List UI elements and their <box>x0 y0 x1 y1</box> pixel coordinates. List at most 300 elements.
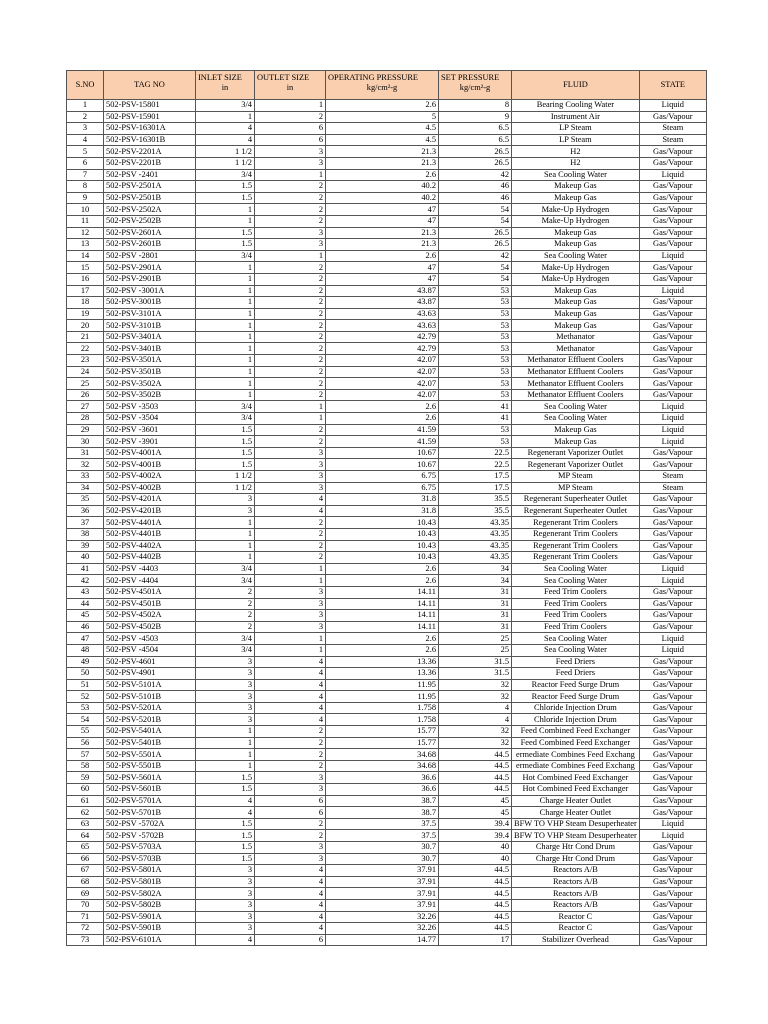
cell-inlet-size: 1 <box>196 308 255 320</box>
cell-inlet-size: 4 <box>196 807 255 819</box>
cell-fluid: Make-Up Hydrogen <box>512 262 640 274</box>
cell-fluid: MP Steam <box>512 471 640 483</box>
header-set-unit: kg/cm²-g <box>459 83 491 92</box>
cell-tag-no: 502-PSV -4504 <box>104 644 196 656</box>
cell-inlet-size: 1 <box>196 111 255 123</box>
cell-tag-no: 502-PSV-4001A <box>104 447 196 459</box>
cell-operating-pressure: 31.8 <box>326 505 439 517</box>
cell-operating-pressure: 5 <box>326 111 439 123</box>
cell-operating-pressure: 14.11 <box>326 586 439 598</box>
cell-outlet-size: 4 <box>255 714 326 726</box>
cell-sno: 7 <box>67 169 104 181</box>
cell-operating-pressure: 30.7 <box>326 853 439 865</box>
cell-state: Gas/Vapour <box>639 876 706 888</box>
cell-set-pressure: 43.35 <box>439 552 512 564</box>
cell-operating-pressure: 47 <box>326 262 439 274</box>
cell-outlet-size: 2 <box>255 262 326 274</box>
cell-tag-no: 502-PSV-2501B <box>104 192 196 204</box>
cell-state: Liquid <box>639 250 706 262</box>
cell-inlet-size: 1 <box>196 331 255 343</box>
cell-set-pressure: 44.5 <box>439 899 512 911</box>
cell-tag-no: 502-PSV -2401 <box>104 169 196 181</box>
cell-fluid: Regenerant Superheater Outlet <box>512 494 640 506</box>
cell-outlet-size: 6 <box>255 134 326 146</box>
table-row <box>67 668 707 680</box>
cell-state: Gas/Vapour <box>639 331 706 343</box>
cell-outlet-size: 2 <box>255 320 326 332</box>
cell-operating-pressure: 4.5 <box>326 134 439 146</box>
cell-fluid: Feed Combined Feed Exchanger <box>512 726 640 738</box>
cell-outlet-size: 1 <box>255 401 326 413</box>
cell-fluid: Methanator <box>512 331 640 343</box>
cell-sno: 49 <box>67 656 104 668</box>
cell-outlet-size: 2 <box>255 517 326 529</box>
cell-state: Gas/Vapour <box>639 517 706 529</box>
cell-tag-no: 502-PSV-3401B <box>104 343 196 355</box>
cell-sno: 43 <box>67 586 104 598</box>
cell-inlet-size: 3/4 <box>196 401 255 413</box>
cell-state: Gas/Vapour <box>639 656 706 668</box>
cell-outlet-size: 1 <box>255 413 326 425</box>
header-fluid: FLUID <box>512 71 640 100</box>
cell-outlet-size: 4 <box>255 899 326 911</box>
cell-fluid: Feed Trim Coolers <box>512 598 640 610</box>
cell-sno: 5 <box>67 146 104 158</box>
cell-set-pressure: 31 <box>439 610 512 622</box>
cell-inlet-size: 1 <box>196 749 255 761</box>
cell-sno: 22 <box>67 343 104 355</box>
cell-tag-no: 502-PSV-16301B <box>104 134 196 146</box>
cell-sno: 65 <box>67 842 104 854</box>
cell-inlet-size: 3 <box>196 679 255 691</box>
cell-outlet-size: 2 <box>255 111 326 123</box>
cell-set-pressure: 54 <box>439 262 512 274</box>
cell-state: Gas/Vapour <box>639 853 706 865</box>
cell-sno: 18 <box>67 297 104 309</box>
cell-tag-no: 502-PSV-3502A <box>104 378 196 390</box>
cell-operating-pressure: 41.59 <box>326 424 439 436</box>
cell-fluid: Makeup Gas <box>512 227 640 239</box>
cell-set-pressure: 53 <box>439 308 512 320</box>
psv-table <box>66 70 707 946</box>
cell-state: Gas/Vapour <box>639 784 706 796</box>
cell-operating-pressure: 10.43 <box>326 540 439 552</box>
cell-operating-pressure: 34.68 <box>326 749 439 761</box>
cell-outlet-size: 3 <box>255 772 326 784</box>
cell-operating-pressure: 43.63 <box>326 308 439 320</box>
cell-inlet-size: 4 <box>196 934 255 946</box>
cell-tag-no: 502-PSV -3901 <box>104 436 196 448</box>
table-row <box>67 899 707 911</box>
cell-inlet-size: 1 1/2 <box>196 482 255 494</box>
cell-inlet-size: 1 <box>196 760 255 772</box>
cell-fluid: Sea Cooling Water <box>512 401 640 413</box>
table-row <box>67 505 707 517</box>
cell-set-pressure: 31 <box>439 598 512 610</box>
cell-sno: 17 <box>67 285 104 297</box>
cell-fluid: Makeup Gas <box>512 424 640 436</box>
cell-fluid: Make-Up Hydrogen <box>512 273 640 285</box>
cell-outlet-size: 6 <box>255 123 326 135</box>
cell-set-pressure: 32 <box>439 726 512 738</box>
table-row <box>67 401 707 413</box>
cell-sno: 67 <box>67 865 104 877</box>
cell-tag-no: 502-PSV -4403 <box>104 563 196 575</box>
cell-state: Gas/Vapour <box>639 911 706 923</box>
cell-outlet-size: 2 <box>255 273 326 285</box>
cell-sno: 42 <box>67 575 104 587</box>
cell-fluid: Makeup Gas <box>512 181 640 193</box>
cell-fluid: Hot Combined Feed Exchanger <box>512 784 640 796</box>
cell-operating-pressure: 2.6 <box>326 633 439 645</box>
cell-fluid: Feed Driers <box>512 656 640 668</box>
cell-sno: 71 <box>67 911 104 923</box>
cell-tag-no: 502-PSV -3601 <box>104 424 196 436</box>
cell-tag-no: 502-PSV-2601B <box>104 239 196 251</box>
cell-fluid: Feed Trim Coolers <box>512 621 640 633</box>
cell-operating-pressure: 38.7 <box>326 795 439 807</box>
cell-tag-no: 502-PSV-5401B <box>104 737 196 749</box>
cell-tag-no: 502-PSV-4402A <box>104 540 196 552</box>
cell-fluid: Hot Combined Feed Exchanger <box>512 772 640 784</box>
cell-operating-pressure: 47 <box>326 204 439 216</box>
cell-state: Gas/Vapour <box>639 621 706 633</box>
cell-inlet-size: 3/4 <box>196 644 255 656</box>
table-row <box>67 146 707 158</box>
cell-tag-no: 502-PSV-2502B <box>104 215 196 227</box>
cell-tag-no: 502-PSV-4901 <box>104 668 196 680</box>
cell-operating-pressure: 37.5 <box>326 830 439 842</box>
table-row <box>67 204 707 216</box>
table-row <box>67 471 707 483</box>
cell-sno: 6 <box>67 157 104 169</box>
cell-inlet-size: 1 <box>196 737 255 749</box>
cell-set-pressure: 53 <box>439 436 512 448</box>
cell-fluid: Makeup Gas <box>512 192 640 204</box>
cell-inlet-size: 2 <box>196 598 255 610</box>
cell-set-pressure: 4 <box>439 714 512 726</box>
cell-set-pressure: 53 <box>439 366 512 378</box>
cell-tag-no: 502-PSV-4401A <box>104 517 196 529</box>
cell-tag-no: 502-PSV-2201B <box>104 157 196 169</box>
cell-tag-no: 502-PSV -4404 <box>104 575 196 587</box>
table-row <box>67 795 707 807</box>
cell-state: Gas/Vapour <box>639 181 706 193</box>
cell-outlet-size: 1 <box>255 169 326 181</box>
table-row <box>67 424 707 436</box>
cell-operating-pressure: 21.3 <box>326 157 439 169</box>
cell-outlet-size: 4 <box>255 888 326 900</box>
cell-state: Gas/Vapour <box>639 888 706 900</box>
table-row <box>67 888 707 900</box>
cell-inlet-size: 1.5 <box>196 853 255 865</box>
cell-outlet-size: 2 <box>255 726 326 738</box>
cell-operating-pressure: 6.75 <box>326 482 439 494</box>
table-row <box>67 528 707 540</box>
header-inlet-label: INLET SIZE <box>198 73 242 82</box>
cell-sno: 38 <box>67 528 104 540</box>
cell-tag-no: 502-PSV-3101A <box>104 308 196 320</box>
cell-operating-pressure: 1.758 <box>326 714 439 726</box>
cell-inlet-size: 1 1/2 <box>196 146 255 158</box>
cell-operating-pressure: 40.2 <box>326 181 439 193</box>
cell-operating-pressure: 32.26 <box>326 923 439 935</box>
cell-tag-no: 502-PSV-2502A <box>104 204 196 216</box>
cell-inlet-size: 1 <box>196 215 255 227</box>
cell-inlet-size: 3 <box>196 899 255 911</box>
cell-state: Gas/Vapour <box>639 691 706 703</box>
cell-inlet-size: 1 <box>196 517 255 529</box>
cell-operating-pressure: 43.87 <box>326 285 439 297</box>
cell-operating-pressure: 37.91 <box>326 888 439 900</box>
cell-tag-no: 502-PSV-5501B <box>104 760 196 772</box>
cell-fluid: Stabilizer Overhead <box>512 934 640 946</box>
cell-outlet-size: 4 <box>255 923 326 935</box>
cell-sno: 72 <box>67 923 104 935</box>
cell-set-pressure: 35.5 <box>439 505 512 517</box>
cell-tag-no: 502-PSV-2201A <box>104 146 196 158</box>
cell-fluid: Methanator Effluent Coolers <box>512 389 640 401</box>
cell-inlet-size: 3 <box>196 911 255 923</box>
cell-fluid: Sea Cooling Water <box>512 633 640 645</box>
cell-outlet-size: 1 <box>255 100 326 112</box>
cell-outlet-size: 3 <box>255 239 326 251</box>
cell-set-pressure: 53 <box>439 355 512 367</box>
cell-tag-no: 502-PSV-2901B <box>104 273 196 285</box>
cell-operating-pressure: 32.26 <box>326 911 439 923</box>
cell-state: Steam <box>639 123 706 135</box>
cell-state: Gas/Vapour <box>639 366 706 378</box>
cell-state: Gas/Vapour <box>639 447 706 459</box>
cell-set-pressure: 22.5 <box>439 459 512 471</box>
cell-sno: 30 <box>67 436 104 448</box>
table-row <box>67 772 707 784</box>
table-row <box>67 192 707 204</box>
cell-operating-pressure: 10.67 <box>326 447 439 459</box>
cell-state: Gas/Vapour <box>639 668 706 680</box>
cell-outlet-size: 3 <box>255 621 326 633</box>
cell-state: Gas/Vapour <box>639 679 706 691</box>
cell-sno: 9 <box>67 192 104 204</box>
cell-fluid: Sea Cooling Water <box>512 413 640 425</box>
cell-inlet-size: 3 <box>196 876 255 888</box>
cell-set-pressure: 54 <box>439 273 512 285</box>
cell-operating-pressure: 37.91 <box>326 876 439 888</box>
cell-operating-pressure: 42.79 <box>326 343 439 355</box>
cell-sno: 15 <box>67 262 104 274</box>
cell-set-pressure: 6.5 <box>439 134 512 146</box>
cell-state: Gas/Vapour <box>639 760 706 772</box>
cell-fluid: MP Steam <box>512 482 640 494</box>
cell-fluid: H2 <box>512 157 640 169</box>
cell-fluid: Makeup Gas <box>512 320 640 332</box>
table-row <box>67 610 707 622</box>
cell-state: Gas/Vapour <box>639 494 706 506</box>
cell-outlet-size: 4 <box>255 865 326 877</box>
cell-set-pressure: 35.5 <box>439 494 512 506</box>
cell-state: Liquid <box>639 644 706 656</box>
cell-operating-pressure: 14.11 <box>326 621 439 633</box>
cell-sno: 48 <box>67 644 104 656</box>
cell-inlet-size: 1.5 <box>196 818 255 830</box>
cell-tag-no: 502-PSV-5802B <box>104 899 196 911</box>
cell-sno: 19 <box>67 308 104 320</box>
header-inlet-unit: in <box>221 83 229 92</box>
cell-set-pressure: 22.5 <box>439 447 512 459</box>
cell-state: Gas/Vapour <box>639 528 706 540</box>
cell-tag-no: 502-PSV-4002A <box>104 471 196 483</box>
cell-outlet-size: 3 <box>255 610 326 622</box>
cell-set-pressure: 41 <box>439 401 512 413</box>
table-row <box>67 378 707 390</box>
cell-state: Gas/Vapour <box>639 320 706 332</box>
cell-outlet-size: 2 <box>255 760 326 772</box>
cell-state: Gas/Vapour <box>639 111 706 123</box>
cell-operating-pressure: 4.5 <box>326 123 439 135</box>
cell-inlet-size: 1.5 <box>196 842 255 854</box>
cell-outlet-size: 4 <box>255 679 326 691</box>
cell-tag-no: 502-PSV-5601A <box>104 772 196 784</box>
cell-set-pressure: 46 <box>439 181 512 193</box>
cell-inlet-size: 3/4 <box>196 563 255 575</box>
cell-tag-no: 502-PSV-4001B <box>104 459 196 471</box>
cell-outlet-size: 2 <box>255 552 326 564</box>
cell-fluid: Regenerant Trim Coolers <box>512 517 640 529</box>
cell-set-pressure: 26.5 <box>439 157 512 169</box>
cell-tag-no: 502-PSV -3001A <box>104 285 196 297</box>
cell-fluid: Chloride Injection Drum <box>512 714 640 726</box>
table-row <box>67 679 707 691</box>
table-row <box>67 540 707 552</box>
cell-tag-no: 502-PSV-15801 <box>104 100 196 112</box>
header-outlet-size <box>255 71 326 100</box>
cell-sno: 37 <box>67 517 104 529</box>
cell-inlet-size: 1 <box>196 389 255 401</box>
table-row <box>67 552 707 564</box>
cell-inlet-size: 1 <box>196 285 255 297</box>
table-row <box>67 239 707 251</box>
cell-state: Liquid <box>639 169 706 181</box>
cell-inlet-size: 1.5 <box>196 436 255 448</box>
cell-fluid: Makeup Gas <box>512 308 640 320</box>
cell-sno: 29 <box>67 424 104 436</box>
header-op-unit: kg/cm²-g <box>366 83 398 92</box>
cell-state: Gas/Vapour <box>639 389 706 401</box>
cell-inlet-size: 3 <box>196 702 255 714</box>
cell-set-pressure: 9 <box>439 111 512 123</box>
cell-fluid: Reactor Feed Surge Drum <box>512 679 640 691</box>
cell-outlet-size: 2 <box>255 355 326 367</box>
cell-state: Liquid <box>639 285 706 297</box>
cell-sno: 27 <box>67 401 104 413</box>
cell-outlet-size: 2 <box>255 737 326 749</box>
table-row <box>67 575 707 587</box>
cell-inlet-size: 3 <box>196 888 255 900</box>
table-row <box>67 262 707 274</box>
cell-sno: 52 <box>67 691 104 703</box>
cell-sno: 68 <box>67 876 104 888</box>
cell-sno: 4 <box>67 134 104 146</box>
cell-set-pressure: 4 <box>439 702 512 714</box>
cell-fluid: Feed Driers <box>512 668 640 680</box>
table-row <box>67 726 707 738</box>
cell-operating-pressure: 42.07 <box>326 355 439 367</box>
cell-state: Gas/Vapour <box>639 239 706 251</box>
cell-set-pressure: 43.35 <box>439 528 512 540</box>
cell-sno: 64 <box>67 830 104 842</box>
cell-inlet-size: 3 <box>196 494 255 506</box>
cell-state: Gas/Vapour <box>639 378 706 390</box>
table-row <box>67 134 707 146</box>
cell-state: Gas/Vapour <box>639 308 706 320</box>
cell-tag-no: 502-PSV-2901A <box>104 262 196 274</box>
cell-inlet-size: 1 <box>196 378 255 390</box>
cell-set-pressure: 39.4 <box>439 818 512 830</box>
cell-sno: 1 <box>67 100 104 112</box>
cell-inlet-size: 1 <box>196 273 255 285</box>
cell-set-pressure: 6.5 <box>439 123 512 135</box>
cell-state: Liquid <box>639 633 706 645</box>
table-row <box>67 250 707 262</box>
table-row <box>67 285 707 297</box>
table-row <box>67 181 707 193</box>
cell-outlet-size: 1 <box>255 633 326 645</box>
cell-tag-no: 502-PSV-5801A <box>104 865 196 877</box>
cell-operating-pressure: 41.59 <box>326 436 439 448</box>
cell-outlet-size: 2 <box>255 331 326 343</box>
cell-fluid: Methanator Effluent Coolers <box>512 378 640 390</box>
cell-sno: 58 <box>67 760 104 772</box>
cell-state: Steam <box>639 482 706 494</box>
cell-tag-no: 502-PSV-4502A <box>104 610 196 622</box>
table-row <box>67 482 707 494</box>
cell-inlet-size: 1 <box>196 262 255 274</box>
cell-sno: 32 <box>67 459 104 471</box>
cell-set-pressure: 53 <box>439 389 512 401</box>
cell-state: Steam <box>639 471 706 483</box>
cell-sno: 24 <box>67 366 104 378</box>
cell-state: Gas/Vapour <box>639 749 706 761</box>
table-row <box>67 737 707 749</box>
cell-inlet-size: 3 <box>196 865 255 877</box>
cell-state: Gas/Vapour <box>639 146 706 158</box>
cell-tag-no: 502-PSV-5703A <box>104 842 196 854</box>
cell-outlet-size: 2 <box>255 308 326 320</box>
table-row <box>67 308 707 320</box>
cell-set-pressure: 31.5 <box>439 656 512 668</box>
cell-sno: 56 <box>67 737 104 749</box>
cell-set-pressure: 44.5 <box>439 772 512 784</box>
cell-sno: 21 <box>67 331 104 343</box>
cell-fluid: Makeup Gas <box>512 285 640 297</box>
cell-outlet-size: 6 <box>255 934 326 946</box>
cell-set-pressure: 17.5 <box>439 482 512 494</box>
cell-tag-no: 502-PSV-4402B <box>104 552 196 564</box>
cell-outlet-size: 6 <box>255 795 326 807</box>
cell-sno: 69 <box>67 888 104 900</box>
cell-inlet-size: 1 <box>196 540 255 552</box>
cell-operating-pressure: 15.77 <box>326 737 439 749</box>
table-row <box>67 227 707 239</box>
cell-inlet-size: 4 <box>196 795 255 807</box>
cell-fluid: Reactors A/B <box>512 865 640 877</box>
header-op-label: OPERATING PRESSURE <box>328 73 419 82</box>
cell-fluid: Make-Up Hydrogen <box>512 204 640 216</box>
cell-fluid: BFW TO VHP Steam Desuperheater <box>512 818 640 830</box>
cell-fluid: Feed Trim Coolers <box>512 610 640 622</box>
cell-fluid: BFW TO VHP Steam Desuperheater <box>512 830 640 842</box>
cell-tag-no: 502-PSV-5201A <box>104 702 196 714</box>
